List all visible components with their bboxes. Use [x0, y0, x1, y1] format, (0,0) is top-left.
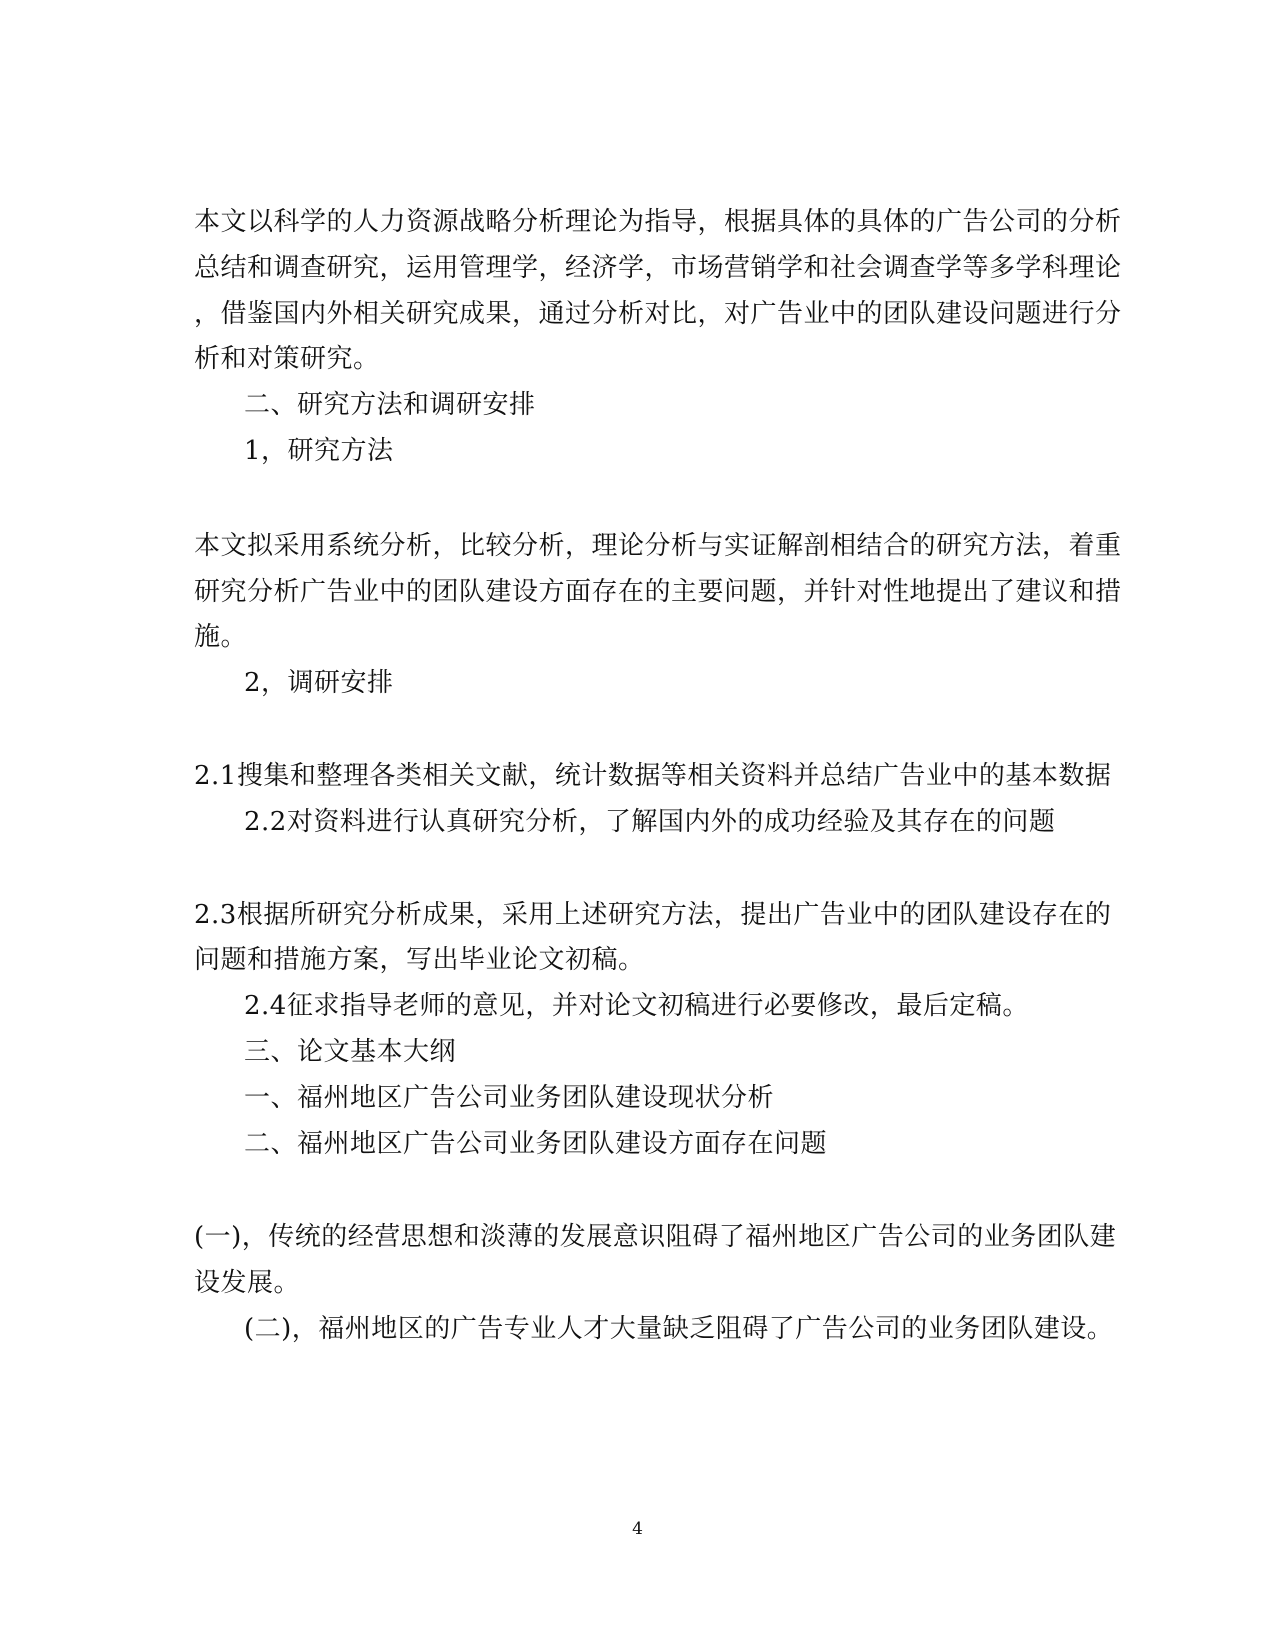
list-item: 问题和措施方案，写出毕业论文初稿。: [194, 945, 645, 975]
list-item: 2.3根据所研究分析成果，采用上述研究方法，提出广告业中的团队建设存在的: [194, 900, 1112, 930]
paragraph-line: 析和对策研究。: [194, 344, 380, 374]
outline-subitem: (一)，传统的经营思想和淡薄的发展意识阻碍了福州地区广告公司的业务团队建: [194, 1222, 1117, 1252]
outline-subitem: (二)，福州地区的广告专业人才大量缺乏阻碍了广告公司的业务团队建设。: [244, 1314, 1114, 1344]
outline-subitem: 设发展。: [194, 1268, 301, 1298]
paragraph-line: 研究分析广告业中的团队建设方面存在的主要问题，并针对性地提出了建议和措: [194, 577, 1122, 607]
paragraph-line: 本文拟采用系统分析，比较分析，理论分析与实证解剖相结合的研究方法，着重: [194, 531, 1122, 561]
paragraph-line: 总结和调查研究，运用管理学，经济学，市场营销学和社会调查学等多学科理论: [194, 253, 1122, 283]
subsection-heading: 1，研究方法: [244, 436, 394, 466]
subsection-heading: 2，调研安排: [244, 668, 394, 698]
outline-item: 二、福州地区广告公司业务团队建设方面存在问题: [244, 1129, 828, 1159]
list-item: 2.2对资料进行认真研究分析，了解国内外的成功经验及其存在的问题: [244, 807, 1056, 837]
section-heading: 二、研究方法和调研安排: [244, 390, 536, 420]
list-item: 2.1搜集和整理各类相关文献，统计数据等相关资料并总结广告业中的基本数据: [194, 761, 1112, 791]
paragraph-line: ，借鉴国内外相关研究成果，通过分析对比，对广告业中的团队建设问题进行分: [194, 299, 1122, 329]
list-item: 2.4征求指导老师的意见，并对论文初稿进行必要修改，最后定稿。: [244, 991, 1029, 1021]
section-heading: 三、论文基本大纲: [244, 1037, 457, 1067]
outline-item: 一、福州地区广告公司业务团队建设现状分析: [244, 1083, 775, 1113]
paragraph-line: 施。: [194, 622, 248, 652]
paragraph-line: 本文以科学的人力资源战略分析理论为指导，根据具体的具体的广告公司的分析: [194, 207, 1122, 237]
page-number: 4: [632, 1519, 643, 1539]
